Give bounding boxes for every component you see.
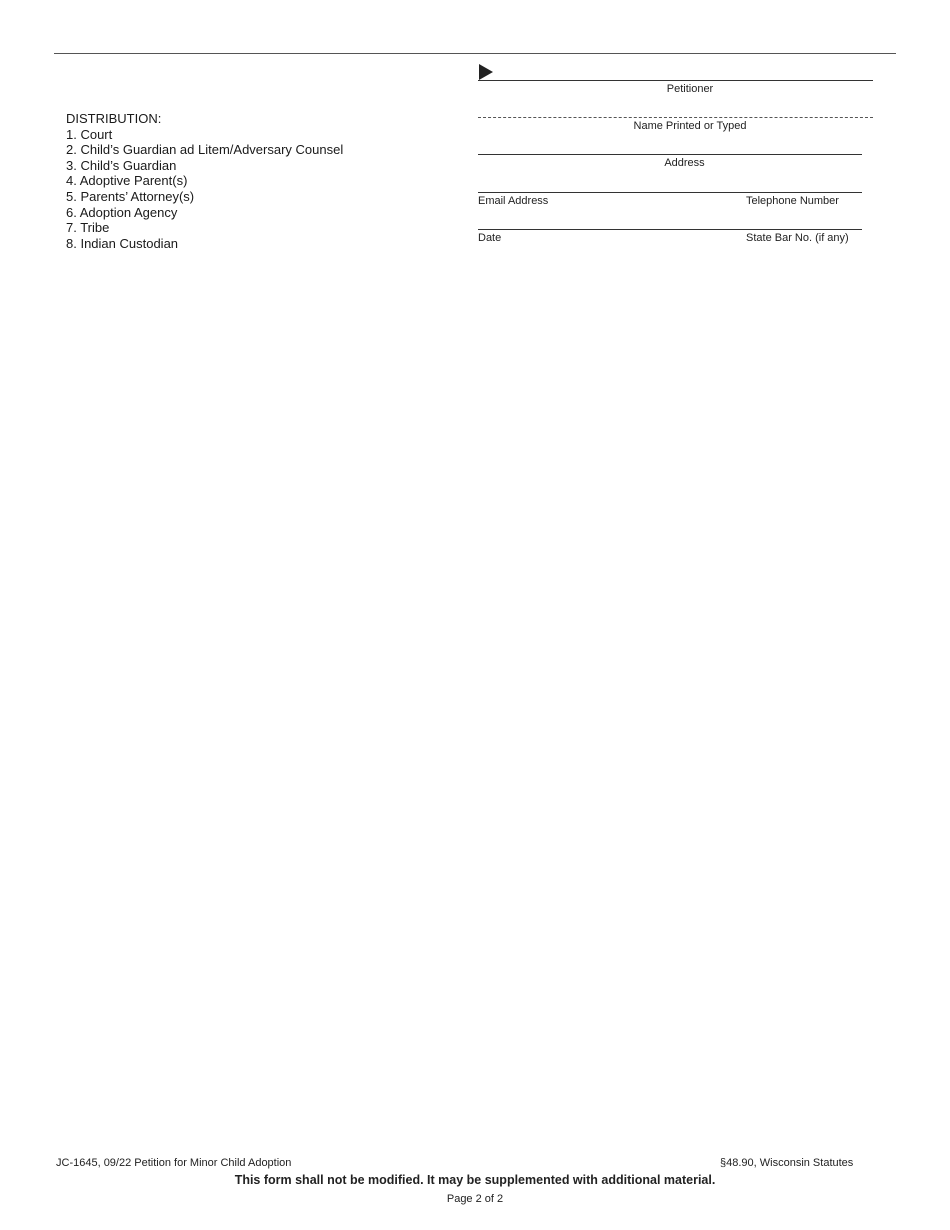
distribution-item: 1. Court <box>66 126 113 142</box>
email-label: Email Address <box>478 195 549 207</box>
address-label: Address <box>664 157 705 169</box>
state-bar-label: State Bar No. (if any) <box>746 232 849 244</box>
petitioner-signature-line[interactable] <box>478 80 873 81</box>
email-telephone-line[interactable] <box>478 192 862 193</box>
form-id: JC-1645, 09/22 Petition for Minor Child Adoption <box>56 1157 292 1169</box>
date-bar-line[interactable] <box>478 229 862 230</box>
distribution-list <box>66 111 343 251</box>
modification-notice: This form shall not be modified. It may be supplemented with additional material. <box>234 1173 716 1187</box>
name-printed-label: Name Printed or Typed <box>633 120 747 132</box>
name-printed-line[interactable] <box>478 117 873 118</box>
petitioner-label: Petitioner <box>666 83 714 95</box>
distribution-item: 7. Tribe <box>66 220 110 236</box>
distribution-item: 2. Child’s Guardian ad Litem/Adversary Counsel <box>66 142 344 158</box>
distribution-item: 8. Indian Custodian <box>66 235 179 251</box>
address-line[interactable] <box>478 154 862 155</box>
distribution-heading: DISTRIBUTION: <box>66 111 162 126</box>
distribution-item: 4. Adoptive Parent(s) <box>66 173 188 189</box>
distribution-item: 5. Parents’ Attorney(s) <box>66 188 195 204</box>
statute-reference: §48.90, Wisconsin Statutes <box>720 1157 854 1169</box>
sign-here-arrow-icon <box>479 64 493 80</box>
page-number: Page 2 of 2 <box>446 1193 504 1205</box>
date-label: Date <box>478 232 502 244</box>
top-divider <box>54 53 896 54</box>
telephone-label: Telephone Number <box>746 195 839 207</box>
distribution-item: 3. Child’s Guardian <box>66 157 177 173</box>
distribution-item: 6. Adoption Agency <box>66 204 178 220</box>
